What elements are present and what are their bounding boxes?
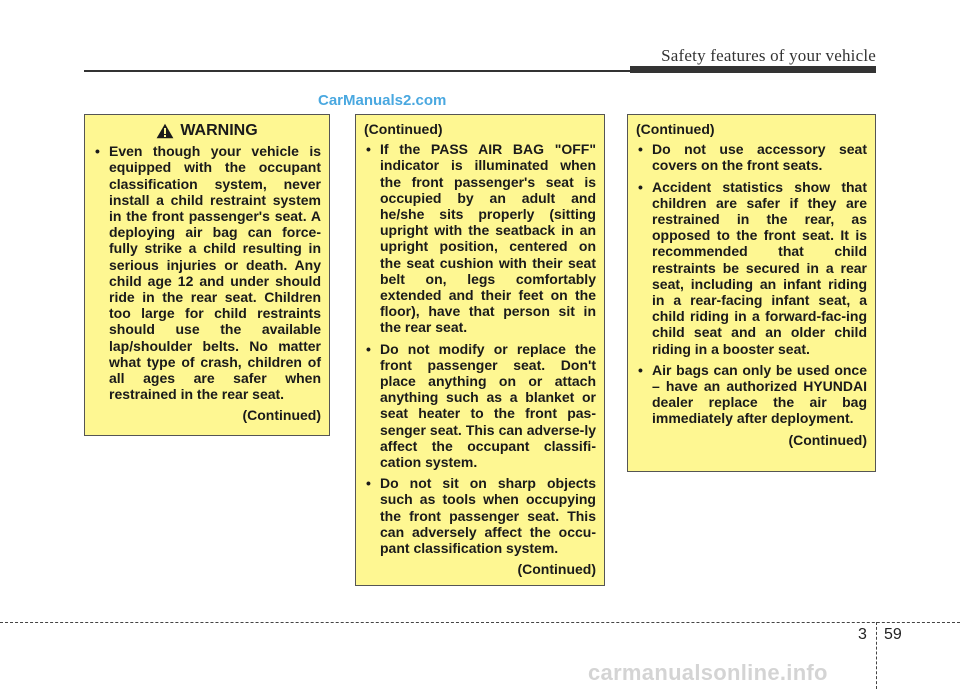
continued-label: (Continued)	[517, 561, 596, 578]
watermark-bottom: carmanualsonline.info	[588, 660, 828, 685]
warning-label: WARNING	[180, 122, 258, 139]
warning-bullet: • Do not use accessory seat covers on the front seats.	[636, 141, 867, 173]
chapter-number: 3	[858, 626, 867, 643]
continued-top-label: (Continued)	[636, 121, 715, 137]
warning-bullet: • Accident statistics show that children are safer if they are restrained in the rear, as opposed to the front seat. It is recommended that child restraints be secured in a rear seat, including an infant riding in a rear-facing infant seat, a child riding in a forward-fac-ing child seat and an older child riding in a booster seat.	[636, 179, 867, 357]
page-number: 59	[884, 626, 902, 643]
watermark-top: CarManuals2.com	[318, 92, 447, 109]
warning-triangle-icon	[156, 123, 174, 139]
footer-rule	[0, 622, 960, 623]
continued-label: (Continued)	[788, 431, 867, 448]
header-tab-bar	[630, 66, 876, 73]
continued-top-label: (Continued)	[364, 121, 443, 137]
warning-bullet: • Do not sit on sharp objects such as tools when occupying the front passenger seat. This can adversely affect the occu-pant classification system.	[364, 475, 596, 556]
continued-label: (Continued)	[242, 407, 321, 424]
warning-bullet: • Do not modify or replace the front passenger seat. Don't place anything on or attach anything such as a blanket or seat heater to the front pas-senger seat. This can adverse-ly affect the occupant classifi-cation system.	[364, 341, 596, 471]
warning-bullet: • If the PASS AIR BAG "OFF" indicator is illuminated when the front passenger's seat is occupied by an adult and he/she sits properly (sitting upright with the seatback in an upright position, centered on the seat cushion with their seat belt on, legs comfortably extended and their feet on the floor), have that person sit in the rear seat.	[364, 141, 596, 335]
continued-box-middle	[355, 114, 605, 586]
header-title: Safety features of your vehicle	[661, 46, 876, 65]
page-number-divider	[876, 622, 877, 689]
warning-box	[84, 114, 330, 436]
continued-box-right	[627, 114, 876, 472]
warning-bullet: • Even though your vehicle is equipped with the occupant classification system, never install a child restraint system in the front passenger's seat. A deploying air bag can force-fully strike a child resulting in serious injuries or death. Any child age 12 and under should ride in the rear seat. Children too large for child restraints should use the available lap/shoulder belts. No matter what type of crash, children of all ages are safer when restrained in the rear seat.	[93, 143, 321, 402]
warning-bullet: • Air bags can only be used once – have an authorized HYUNDAI dealer replace the air bag immediately after deployment.	[636, 362, 867, 427]
warning-heading	[93, 123, 321, 139]
